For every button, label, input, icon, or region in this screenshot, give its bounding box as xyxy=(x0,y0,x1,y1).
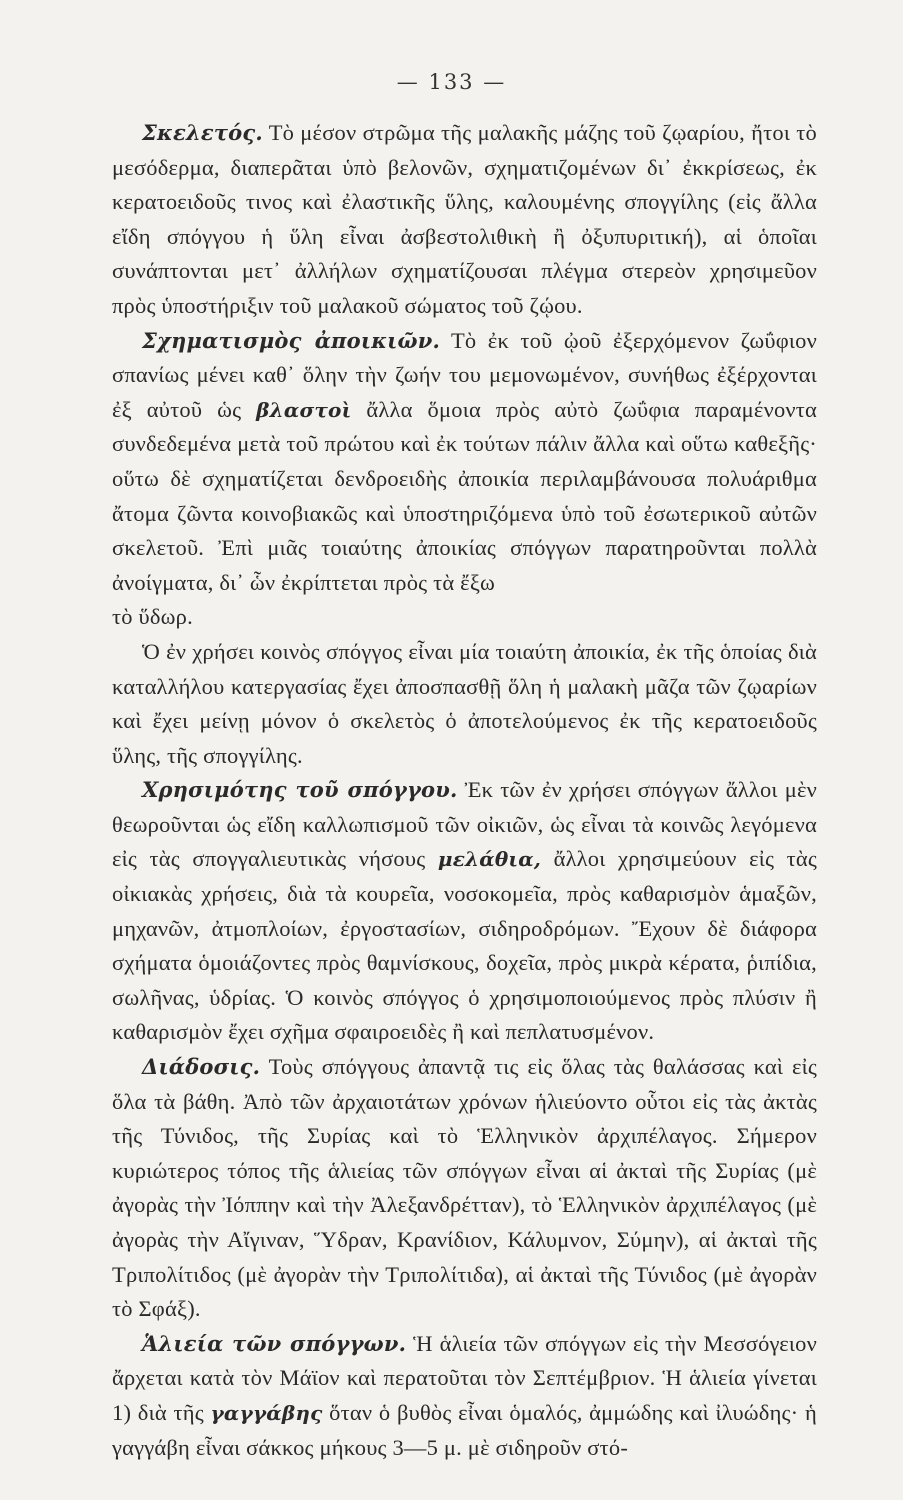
page-number: — 133 — xyxy=(396,70,507,94)
paragraph-text: ἄλλα ὅμοια πρὸς αὐτὸ ζωΰφια παραμένοντα συνδεδεμένα μετὰ τοῦ πρώτου καὶ ἐκ τούτων πάλιν ἄλλα καὶ οὕτω καθεξῆς· οὕτω δὲ σχηματίζεται δενδροειδὴς ἀποικία περιλαμβάνουσα πολυάριθμα ἄτομα ζῶντα κοινοβιακῶς καὶ ὑποστηριζόμενα ὑπὸ τοῦ ἐσωτερικοῦ αὐτῶν σκελετοῦ. Ἐπὶ μιᾶς τοιαύτης ἀποικίας σπόγγων παρατηροῦνται πολλὰ ἀνοίγματα, δι᾿ ὧν ἐκρίπτεται πρὸς τὰ ἔξω xyxy=(112,396,818,595)
section-heading: Χρησιμότης τοῦ σπόγγου. xyxy=(142,777,458,803)
emphasized-term: γαγγάβης xyxy=(210,1400,323,1425)
body-text xyxy=(112,116,817,1465)
emphasized-term: μελάθια, xyxy=(437,847,542,872)
paragraph-text: Ἡ ἁλιεία τῶν σπόγγων εἰς τὴν Μεσσόγειον ἄρχεται κατὰ τὸν Μάϊον καὶ περατοῦται τὸν Σεπτέμβριον. Ἡ ἁλιεία γίνεται 1) διὰ τῆς xyxy=(112,1330,817,1425)
paragraph-text: Τοὺς σπόγγους ἀπαντᾷ τις εἰς ὅλας τὰς θαλάσσας καὶ εἰς ὅλα τὰ βάθη. Ἀπὸ τῶν ἀρχαιοτάτων χρόνων ἡλιεύοντο οὗτοι εἰς τὰς ἀκτὰς τῆς Τύνιδος, τῆς Συρίας καὶ τὸ Ἑλληνικὸν ἀρχιπέλαγος. Σήμερον κυριώτερος τόπος τῆς ἁλιείας τῶν σπόγγων εἶναι αἱ ἀκταὶ τῆς Συρίας (μὲ ἀγορὰς τὴν Ἰόππην καὶ τὴν Ἀλεξανδρέτταν), τὸ Ἑλληνικὸν ἀρχιπέλαγος (μὲ ἀγορὰς τὴν Αἴγιναν, Ὕδραν, Κρανίδιον, Κάλυμνον, Σύμην), αἱ ἀκταὶ τῆς Τριπολίτιδος (μὲ ἀγορὰν τὴν Τριπολίτιδα), αἱ ἀκταὶ τῆς Τύνιδος (μὲ ἀγορὰν τὸ Σφάξ). xyxy=(112,1054,817,1322)
paragraph-text: Τὸ μέσον στρῶμα τῆς μαλακῆς μάζης τοῦ ζῳαρίου, ἤτοι τὸ μεσόδερμα, διαπερᾶται ὑπὸ βελονῶν, σχηματιζομένων δι᾿ ἐκκρίσεως, ἐκ κερατοειδοῦς τινος καὶ ἐλαστικῆς ὕλης, καλουμένης σπογγίλης (εἰς ἄλλα εἴδη σπόγγου ἡ ὕλη εἶναι ἀσβεστολιθικὴ ἢ ὀξυπυριτική), αἱ ὁποῖαι συνάπτονται μετ᾿ ἀλλήλων σχηματίζουσαι πλέγμα στερεὸν χρησιμεῦον πρὸς ὑποστήριξιν τοῦ μαλακοῦ σώματος τοῦ ζῴου. xyxy=(112,120,817,318)
paragraph-text: Ἐκ τῶν ἐν χρήσει σπόγγων ἄλλοι μὲν θεωροῦνται ὡς εἴδη καλλωπισμοῦ τῶν οἰκιῶν, ὡς εἶναι τὰ κοινῶς λεγόμενα εἰς τὰς σπογγαλιευτικὰς νήσους xyxy=(112,777,818,872)
section-heading: Ἁλιεία τῶν σπόγγων. xyxy=(142,1330,407,1356)
paragraph-common-sponge xyxy=(112,635,817,773)
section-heading: Διάδοσις. xyxy=(142,1054,261,1080)
paragraph-text: ἄλλοι χρησιμεύουν εἰς τὰς οἰκιακὰς χρήσεις, διὰ τὰ κουρεῖα, νοσοκομεῖα, πρὸς καθαρισμὸν ἁμαξῶν, μηχανῶν, ἀτμοπλοίων, ἐργοστασίων, σιδηροδρόμων. Ἔχουν δὲ διάφορα σχήματα ὁμοιάζοντες πρὸς θαμνίσκους, δοχεῖα, πρὸς μικρὰ κέρατα, ῥιπίδια, σωλῆνας, ὑδρίας. Ὁ κοινὸς σπόγγος ὁ χρησιμοποιούμενος πρὸς πλύσιν ἢ καθαρισμὸν ἔχει σχῆμα σφαιροειδὲς ἢ καὶ πεπλατυσμένον. xyxy=(112,846,817,1045)
section-heading: Σκελετός. xyxy=(142,120,263,145)
emphasized-term: βλαστοὶ xyxy=(256,397,352,422)
paragraph-text: Ὁ ἐν χρήσει κοινὸς σπόγγος εἶναι μία τοιαύτη ἀποικία, ἐκ τῆς ὁποίας διὰ καταλλήλου κατεργασίας ἔχει ἀποσπασθῇ ὅλη ἡ μαλακὴ μᾶζα τῶν ζῳαρίων καὶ ἔχει μείνῃ μόνον ὁ σκελετὸς ὁ ἀποτελούμενος ἐκ τῆς κερατοειδοῦς ὕλης, τῆς σπογγίλης. xyxy=(112,638,817,768)
paragraph-tail: τὸ ὕδωρ. xyxy=(112,604,193,630)
paragraph-distribution xyxy=(112,1050,817,1327)
paragraph-text: ὅταν ὁ βυθὸς εἶναι ὁμαλός, ἀμμώδης καὶ ἰλυώδης· ἡ γαγγάβη εἶναι σάκκος μήκους 3—5 μ. μὲ σιδηροῦν στό- xyxy=(112,1399,817,1460)
section-heading: Σχηματισμὸς ἀποικιῶν. xyxy=(142,327,440,353)
paragraph-usefulness xyxy=(112,773,817,1050)
paragraph-skeleton xyxy=(112,116,817,324)
paragraph-colonies xyxy=(112,324,817,635)
paragraph-fishing xyxy=(112,1327,817,1465)
paragraph-text: Τὸ ἐκ τοῦ ᾠοῦ ἐξερχόμενον ζωΰφιον σπανίως μένει καθ᾿ ὅλην τὴν ζωήν του μεμονωμένον, συνήθως ἐξέρχονται ἐξ αὐτοῦ ὡς xyxy=(112,327,817,422)
